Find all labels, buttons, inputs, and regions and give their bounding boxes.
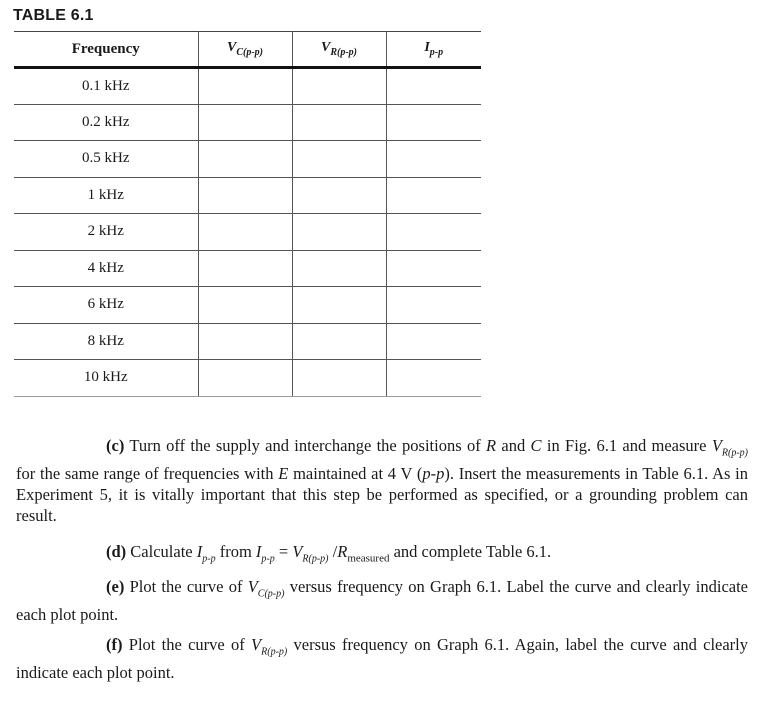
step-d-paragraph: (d) Calculate $I_{p-p}$ from $I_{p-p} = V_{R(p-p)}$ $/R_{measured}$ and complete Table 6.1. [106, 542, 552, 565]
ipp-cell[interactable] [386, 104, 481, 141]
header-vr: $V_{R(p-p)}$ [292, 32, 386, 68]
ipp-cell[interactable] [386, 141, 481, 178]
vr-cell[interactable] [292, 214, 386, 251]
ipp-cell[interactable] [386, 323, 481, 360]
vc-cell[interactable] [198, 104, 292, 141]
freq-cell: 6 kHz [14, 287, 198, 324]
freq-cell: 4 kHz [14, 250, 198, 287]
freq-cell: 0.5 kHz [14, 141, 198, 178]
data-table [14, 31, 481, 397]
vc-cell[interactable] [198, 141, 292, 178]
vr-cell[interactable] [292, 104, 386, 141]
ipp-cell[interactable] [386, 68, 481, 105]
table-row [14, 177, 481, 214]
vc-cell[interactable] [198, 177, 292, 214]
vr-cell[interactable] [292, 68, 386, 105]
table-row [14, 214, 481, 251]
table-row [14, 250, 481, 287]
vr-cell[interactable] [292, 141, 386, 178]
vc-cell[interactable] [198, 323, 292, 360]
vc-cell[interactable] [198, 250, 292, 287]
ipp-cell[interactable] [386, 360, 481, 397]
table-row [14, 141, 481, 178]
ipp-cell[interactable] [386, 177, 481, 214]
table-row [14, 68, 481, 105]
vc-cell[interactable] [198, 214, 292, 251]
vr-cell[interactable] [292, 250, 386, 287]
table-row [14, 104, 481, 141]
step-f-paragraph: (f) Plot the curve of $V_{R(p-p)}$ versus frequency on Graph 6.1. Again, label the curve and clearly indicate each plot point. [16, 635, 749, 683]
vc-cell[interactable] [198, 287, 292, 324]
vr-cell[interactable] [292, 360, 386, 397]
freq-cell: 0.2 kHz [14, 104, 198, 141]
freq-cell: 0.1 kHz [14, 68, 198, 105]
header-frequency: Frequency [14, 32, 198, 68]
header-ipp: $I_{p-p}$ [386, 32, 481, 68]
table-row [14, 287, 481, 324]
vc-cell[interactable] [198, 360, 292, 397]
header-vc: $V_{C(p-p)}$ [198, 32, 292, 68]
ipp-cell[interactable] [386, 214, 481, 251]
freq-cell: 1 kHz [14, 177, 198, 214]
ipp-cell[interactable] [386, 250, 481, 287]
vc-cell[interactable] [198, 68, 292, 105]
vr-cell[interactable] [292, 177, 386, 214]
freq-cell: 2 kHz [14, 214, 198, 251]
freq-cell: 8 kHz [14, 323, 198, 360]
step-c-paragraph: (c) Turn off the supply and interchange the positions of R and C in Fig. 6.1 and measure $V_{R(p-p)}$ for the same range of frequencies with E maintained at 4 V (p-p). Insert the measurements in Table 6.1. As in Experiment 5, it is vitally important that this step be performed as specified, or a grounding problem can result. [16, 436, 749, 526]
vr-cell[interactable] [292, 287, 386, 324]
freq-cell: 10 kHz [14, 360, 198, 397]
vr-cell[interactable] [292, 323, 386, 360]
table-row [14, 323, 481, 360]
step-e-paragraph: (e) Plot the curve of $V_{C(p-p)}$ versus frequency on Graph 6.1. Label the curve and clearly indicate each plot point. [16, 577, 748, 625]
ipp-cell[interactable] [386, 287, 481, 324]
table-row [14, 360, 481, 397]
header-row [14, 32, 481, 68]
table-title: TABLE 6.1 [13, 7, 94, 24]
